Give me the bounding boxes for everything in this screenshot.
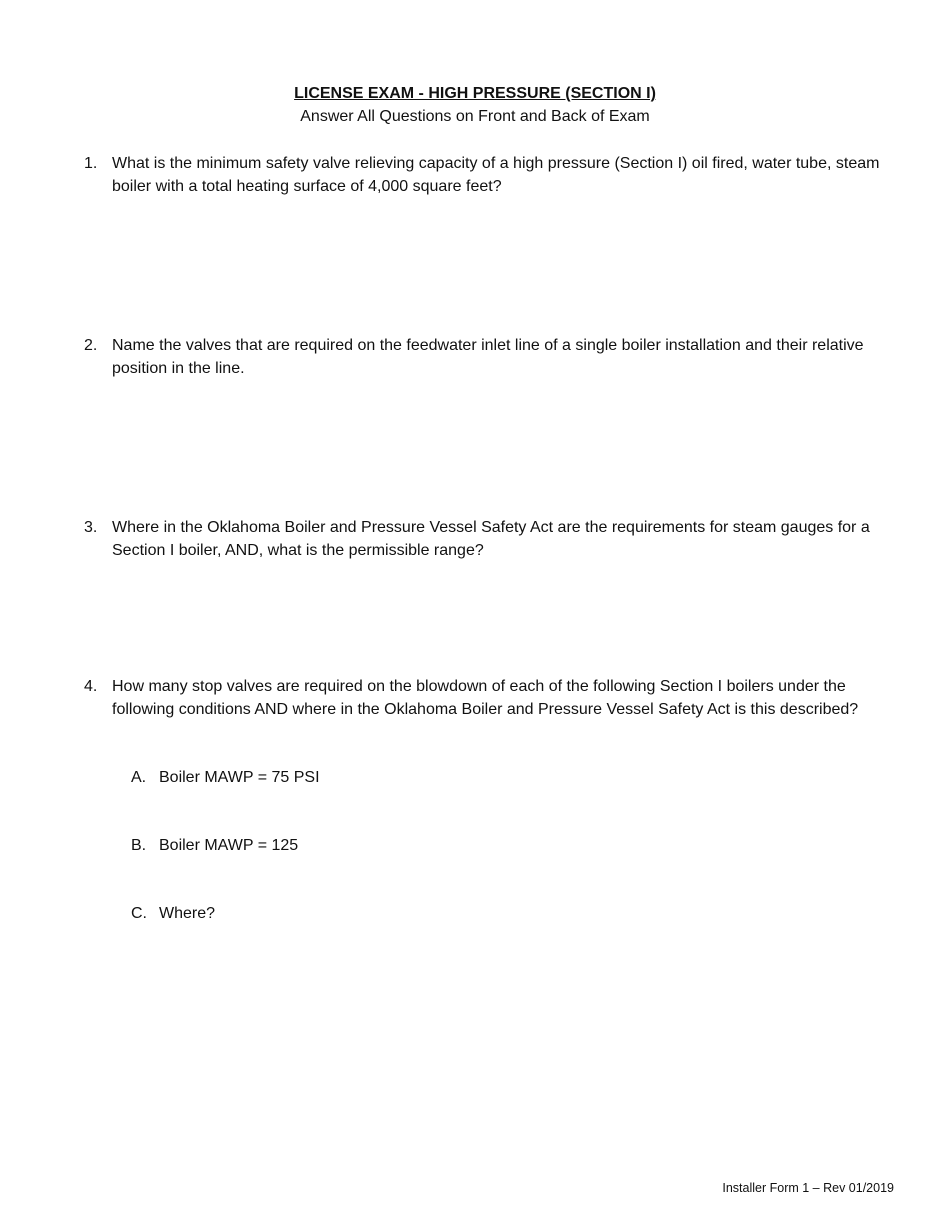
sub-item-text: Where? bbox=[159, 905, 216, 922]
question-number: 3. bbox=[84, 519, 98, 536]
question-3 bbox=[84, 516, 894, 562]
form-revision-footer: Installer Form 1 – Rev 01/2019 bbox=[722, 1181, 894, 1195]
sub-item-letter: C. bbox=[131, 905, 147, 922]
sub-item-text: Boiler MAWP = 75 PSI bbox=[159, 769, 320, 786]
sub-item-text: Boiler MAWP = 125 bbox=[159, 837, 299, 854]
question-4 bbox=[84, 675, 894, 721]
exam-instructions: Answer All Questions on Front and Back of Exam bbox=[300, 108, 650, 125]
question-4-item-a bbox=[131, 766, 320, 789]
question-number: 2. bbox=[84, 337, 98, 354]
question-4-item-b bbox=[131, 834, 298, 857]
sub-item-letter: A. bbox=[131, 769, 147, 786]
question-4-item-c bbox=[131, 902, 215, 925]
exam-title: LICENSE EXAM - HIGH PRESSURE (SECTION I) bbox=[294, 85, 656, 102]
sub-item-letter: B. bbox=[131, 837, 147, 854]
question-text: Name the valves that are required on the feedwater inlet line of a single boiler installation and their relative position in the line. bbox=[112, 337, 864, 377]
question-2 bbox=[84, 334, 894, 380]
question-text: What is the minimum safety valve relieving capacity of a high pressure (Section I) oil fired, water tube, steam boiler with a total heating surface of 4,000 square feet? bbox=[112, 155, 880, 195]
question-text: How many stop valves are required on the blowdown of each of the following Section I boilers under the following conditions AND where in the Oklahoma Boiler and Pressure Vessel Safety Act is this described? bbox=[112, 678, 859, 718]
question-1 bbox=[84, 152, 894, 198]
question-text: Where in the Oklahoma Boiler and Pressure Vessel Safety Act are the requirements for steam gauges for a Section I boiler, AND, what is the permissible range? bbox=[112, 519, 870, 559]
question-number: 4. bbox=[84, 678, 98, 695]
question-number: 1. bbox=[84, 155, 98, 172]
